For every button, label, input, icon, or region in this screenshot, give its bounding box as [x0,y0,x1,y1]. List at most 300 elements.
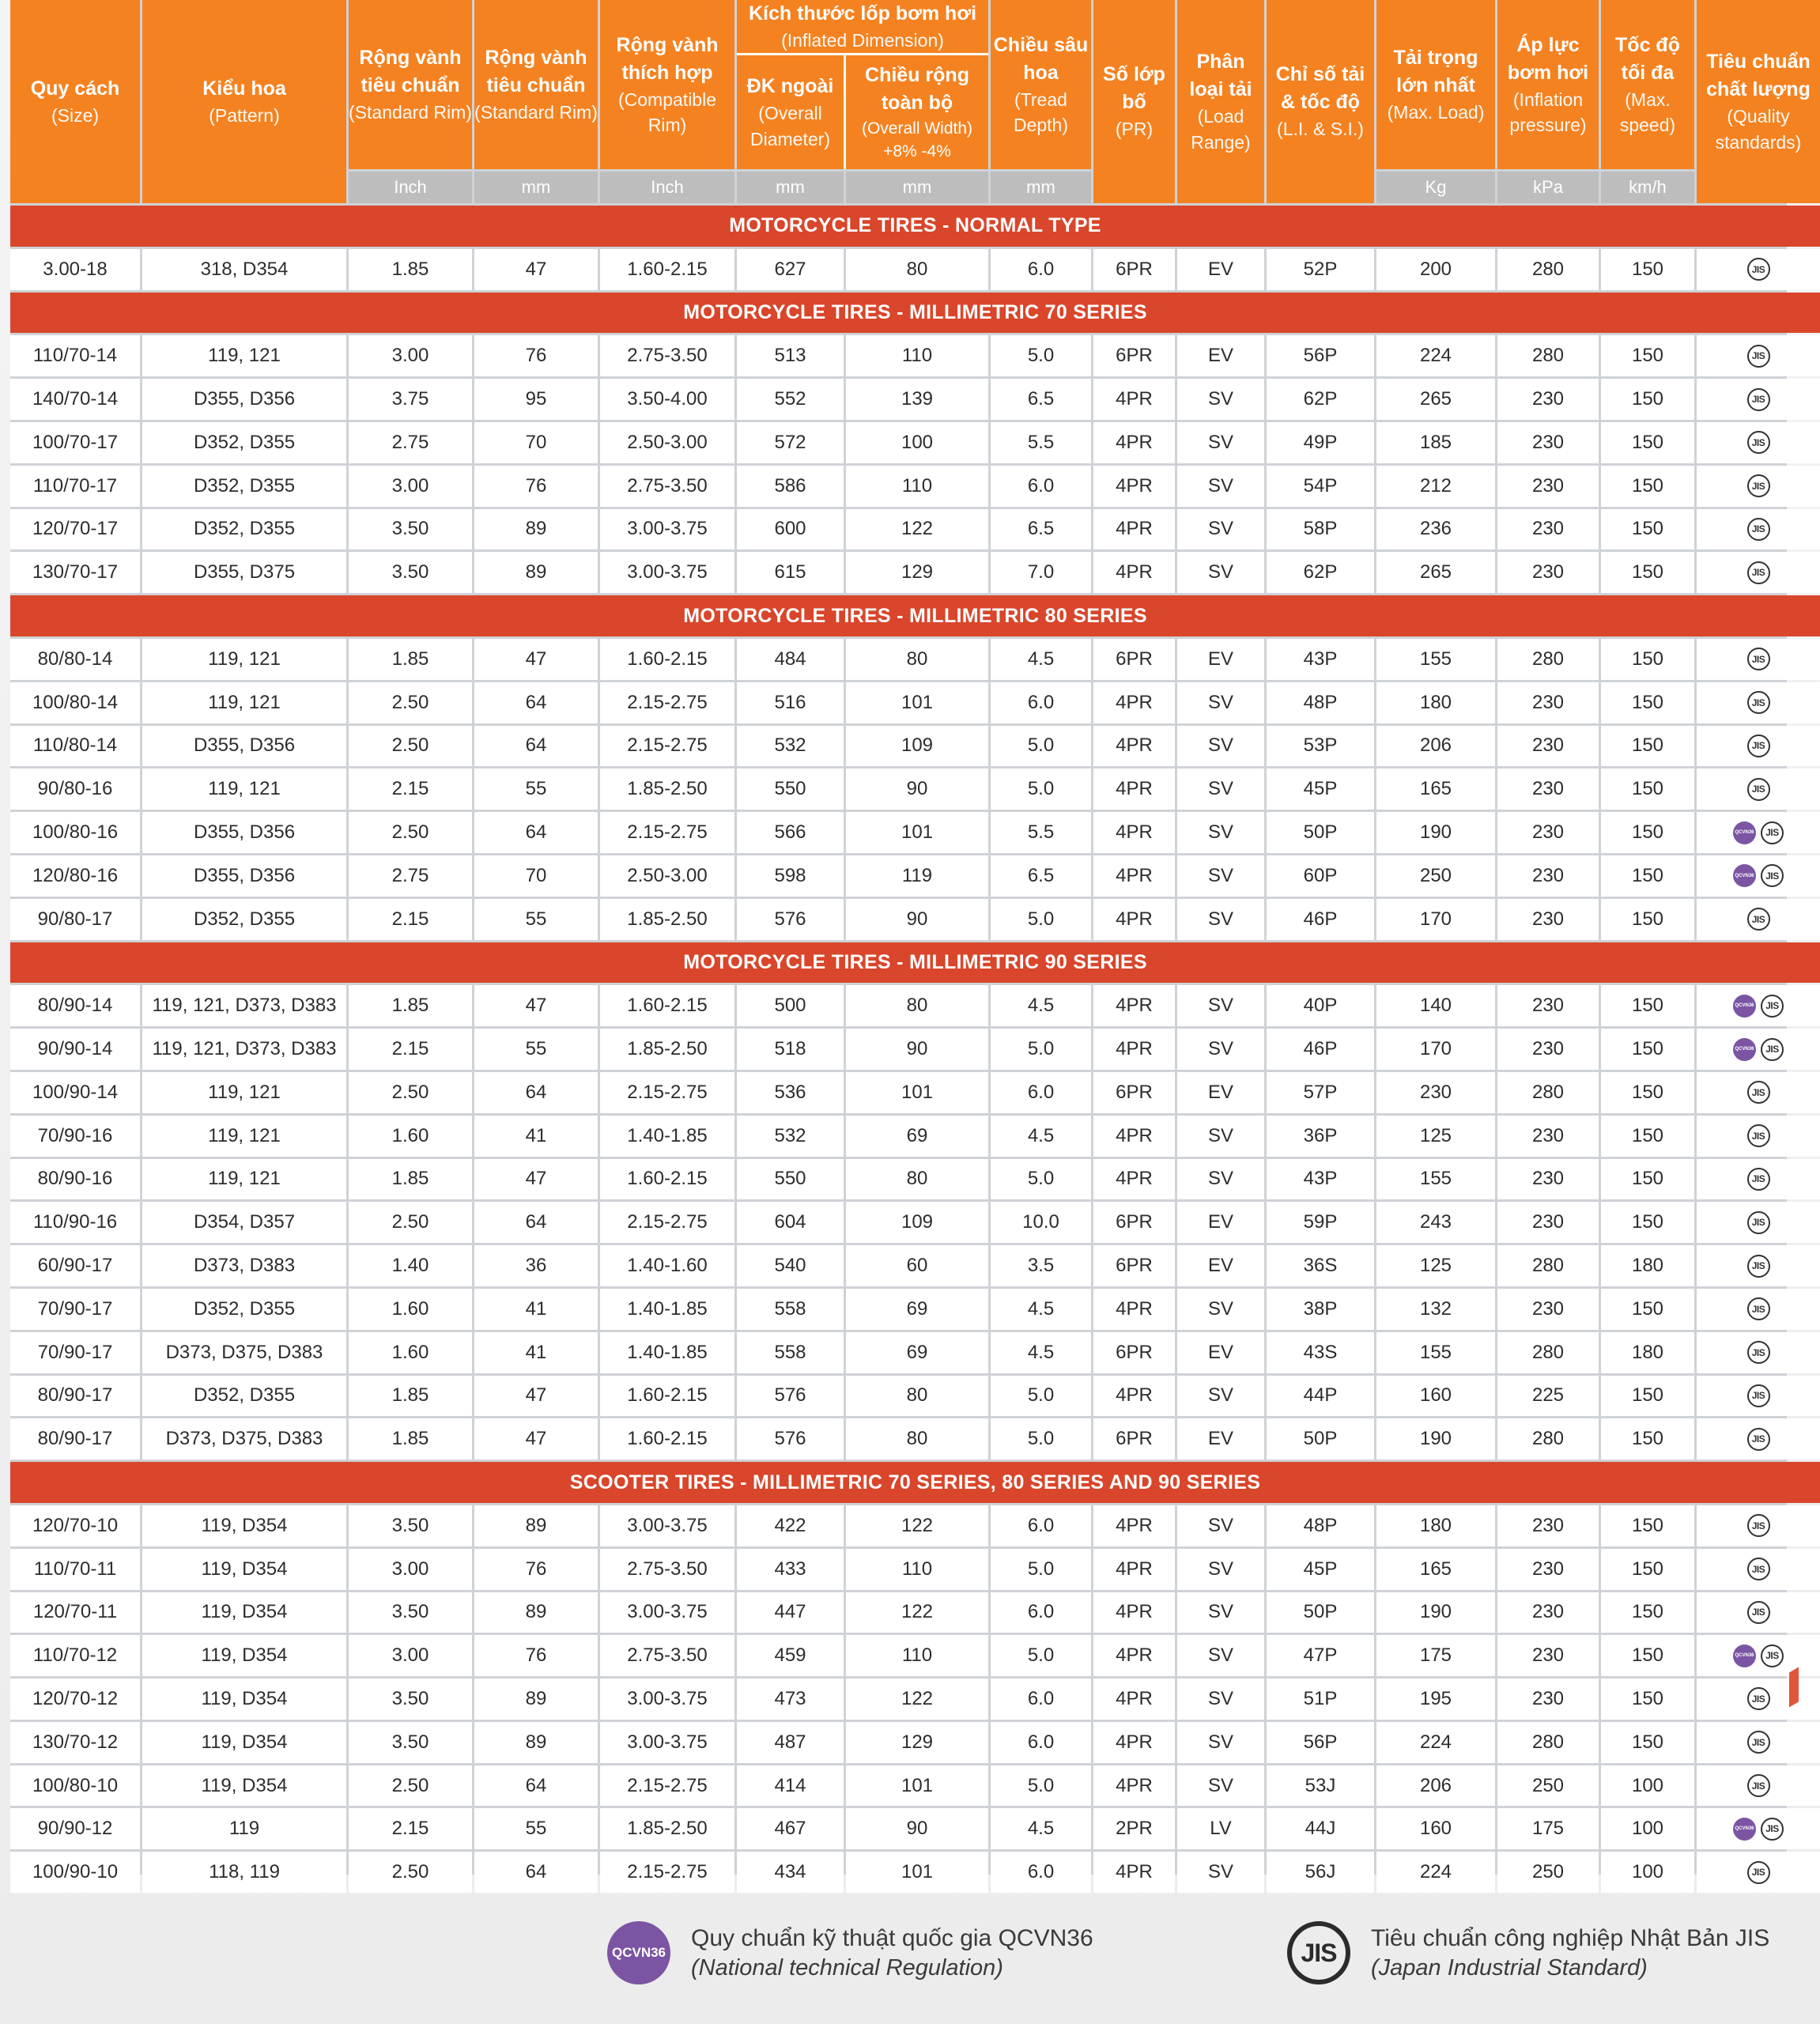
cell-overall-diameter: 558 [737,1332,844,1373]
cell-pattern: D373, D375, D383 [142,1332,346,1373]
jis-badge-icon: JIS [1747,1341,1770,1364]
cell-load-range: EV [1177,1418,1264,1459]
header-ply-rating-vi: Số lớp bố [1103,63,1165,114]
cell-quality-standard [1697,1418,1820,1459]
cell-max-speed: 180 [1601,1245,1694,1286]
cell-overall-diameter: 550 [737,1159,844,1200]
section-header: MOTORCYCLE TIRES - NORMAL TYPE [10,206,1820,247]
header-inflated-dimension [737,0,988,169]
cell-inflation-pressure: 175 [1497,1808,1599,1849]
cell-tread-depth: 6.5 [991,509,1091,550]
cell-pattern: 119, D354 [142,1765,346,1807]
cell-ply-rating: 4PR [1093,1159,1175,1200]
cell-max-load: 185 [1376,422,1495,463]
cell-overall-diameter: 467 [737,1808,844,1849]
cell-load-speed-index: 47P [1267,1635,1374,1676]
cell-inflation-pressure: 280 [1497,1072,1599,1113]
cell-pattern: D352, D355 [142,1376,346,1417]
cell-overall-diameter: 459 [737,1635,844,1676]
cell-compatible-rim: 1.85-2.50 [600,899,734,940]
jis-badge-icon: JIS [1747,388,1770,411]
header-overall-diameter [737,55,846,169]
header-inflated-en: (Inflated Dimension) [781,29,944,51]
cell-standard-rim-inch: 2.50 [349,812,472,853]
cell-overall-width: 129 [846,552,988,593]
cell-standard-rim-inch: 3.00 [349,466,472,507]
cell-inflation-pressure: 280 [1497,249,1599,290]
cell-quality-standard [1697,509,1820,550]
cell-tread-depth: 5.0 [991,768,1091,810]
cell-inflation-pressure: 230 [1497,422,1599,463]
cell-max-load: 125 [1376,1116,1495,1157]
cell-tread-depth: 10.0 [991,1202,1091,1243]
jis-badge-icon: JIS [1747,1731,1770,1754]
cell-pattern: D373, D375, D383 [142,1418,346,1459]
cell-load-range: SV [1177,379,1264,420]
cell-max-load: 224 [1376,335,1495,376]
jis-badge-icon: JIS [1747,648,1770,670]
cell-load-speed-index: 49P [1267,422,1374,463]
cell-overall-width: 110 [846,1635,988,1676]
header-compatible-rim-vi: Rộng vành thích hợp [616,33,719,84]
legend-jis-subtitle: (Japan Industrial Standard) [1371,1954,1648,1981]
cell-standard-rim-inch: 2.50 [349,1852,472,1893]
cell-standard-rim-inch: 3.00 [349,1635,472,1676]
cell-size: 110/70-14 [10,335,140,376]
cell-ply-rating: 4PR [1093,379,1175,420]
cell-inflation-pressure: 280 [1497,1722,1599,1763]
cell-max-speed: 150 [1601,899,1694,940]
legend [0,1921,1799,2000]
cell-ply-rating: 4PR [1093,1852,1175,1893]
cell-load-speed-index: 56P [1267,1722,1374,1763]
cell-ply-rating: 4PR [1093,1376,1175,1417]
cell-load-speed-index: 51P [1267,1678,1374,1720]
cell-ply-rating: 4PR [1093,1289,1175,1330]
cell-tread-depth: 7.0 [991,552,1091,593]
cell-inflation-pressure: 230 [1497,1635,1599,1676]
cell-overall-diameter: 484 [737,639,844,680]
cell-load-speed-index: 58P [1267,509,1374,550]
cell-ply-rating: 4PR [1093,552,1175,593]
header-overall-width [846,55,988,169]
cell-max-speed: 150 [1601,509,1694,550]
header-overall-diameter-en: (Overall Diameter) [750,103,830,149]
cell-max-speed: 150 [1601,855,1694,897]
cell-max-load: 165 [1376,768,1495,810]
cell-max-speed: 150 [1601,1592,1694,1633]
cell-max-load: 170 [1376,1029,1495,1070]
cell-quality-standard [1697,379,1820,420]
jis-badge-icon: JIS [1761,821,1784,844]
qcvn36-badge-icon: QCVN36 [1733,864,1756,887]
cell-standard-rim-mm: 41 [474,1116,598,1157]
cell-pattern: D355, D356 [142,812,346,853]
cell-compatible-rim: 1.60-2.15 [600,1159,734,1200]
cell-standard-rim-mm: 41 [474,1289,598,1330]
cell-overall-width: 101 [846,812,988,853]
cell-quality-standard [1697,552,1820,593]
cell-tread-depth: 6.0 [991,1852,1091,1893]
cell-max-load: 236 [1376,509,1495,550]
cell-max-speed: 150 [1601,1418,1694,1459]
cell-overall-diameter: 518 [737,1029,844,1070]
cell-standard-rim-inch: 1.85 [349,1159,472,1200]
header-standard-rim-mm [474,0,598,169]
cell-tread-depth: 5.0 [991,726,1091,767]
cell-max-speed: 150 [1601,985,1694,1026]
cell-load-speed-index: 57P [1267,1072,1374,1113]
jis-badge-icon: JIS [1747,474,1770,497]
cell-size: 110/70-17 [10,466,140,507]
header-pattern-en: (Pattern) [209,104,280,126]
cell-max-load: 140 [1376,985,1495,1026]
cell-compatible-rim: 1.40-1.85 [600,1116,734,1157]
unit-max-load: Kg [1376,172,1495,203]
cell-tread-depth: 6.0 [991,1505,1091,1546]
cell-size: 130/70-12 [10,1722,140,1763]
cell-tread-depth: 4.5 [991,1332,1091,1373]
cell-pattern: D355, D356 [142,726,346,767]
cell-compatible-rim: 3.50-4.00 [600,379,734,420]
jis-badge-icon: JIS [1747,1297,1770,1320]
cell-load-speed-index: 36P [1267,1116,1374,1157]
cell-ply-rating: 4PR [1093,1592,1175,1633]
cell-standard-rim-inch: 3.75 [349,379,472,420]
jis-badge-icon: JIS [1761,995,1784,1018]
header-max-load [1376,0,1495,169]
cell-size: 110/70-12 [10,1635,140,1676]
jis-badge-icon: JIS [1761,1038,1784,1061]
cell-ply-rating: 6PR [1093,1245,1175,1286]
cell-quality-standard [1697,1159,1820,1200]
cell-size: 100/80-14 [10,682,140,723]
cell-load-range: SV [1177,1722,1264,1763]
cell-overall-diameter: 422 [737,1505,844,1546]
unit-compatible-rim: Inch [600,172,734,203]
cell-ply-rating: 4PR [1093,1029,1175,1070]
cell-overall-width: 80 [846,1418,988,1459]
cell-inflation-pressure: 230 [1497,1202,1599,1243]
cell-quality-standard [1697,1332,1820,1373]
cell-standard-rim-mm: 70 [474,855,598,897]
cell-pattern: 119, 121 [142,1072,346,1113]
cell-compatible-rim: 3.00-3.75 [600,552,734,593]
jis-badge-icon: JIS [1747,1081,1770,1104]
cell-ply-rating: 4PR [1093,682,1175,723]
header-compatible-rim-en: (Compatible Rim) [618,89,716,135]
cell-size: 80/90-14 [10,985,140,1026]
cell-standard-rim-inch: 1.85 [349,985,472,1026]
jis-badge-icon: JIS [1747,1211,1770,1234]
header-load-speed-index-en: (L.I. & S.I.) [1277,119,1364,140]
cell-ply-rating: 6PR [1093,1418,1175,1459]
cell-quality-standard [1697,726,1820,767]
cell-size: 100/90-10 [10,1852,140,1893]
header-standard-rim-inch-en: (Standard Rim) [349,101,472,123]
header-size-en: (Size) [51,104,100,126]
cell-load-speed-index: 44J [1267,1808,1374,1849]
jis-badge-icon: JIS [1747,1255,1770,1278]
cell-max-speed: 100 [1601,1852,1694,1893]
cell-compatible-rim: 1.40-1.60 [600,1245,734,1286]
cell-compatible-rim: 2.50-3.00 [600,855,734,897]
cell-tread-depth: 4.5 [991,985,1091,1026]
cell-quality-standard [1697,1722,1820,1763]
header-standard-rim-mm-vi: Rộng vành tiêu chuẩn [485,46,587,96]
cell-load-speed-index: 44P [1267,1376,1374,1417]
cell-overall-diameter: 516 [737,682,844,723]
cell-compatible-rim: 1.85-2.50 [600,1808,734,1849]
cell-max-load: 212 [1376,466,1495,507]
cell-standard-rim-inch: 1.85 [349,1418,472,1459]
header-standard-rim-inch [349,0,472,169]
cell-size: 3.00-18 [10,249,140,290]
cell-load-range: EV [1177,1202,1264,1243]
cell-quality-standard [1697,1072,1820,1113]
cell-max-speed: 150 [1601,379,1694,420]
cell-size: 100/90-14 [10,1072,140,1113]
cell-ply-rating: 4PR [1093,1116,1175,1157]
cell-overall-diameter: 566 [737,812,844,853]
cell-max-load: 165 [1376,1549,1495,1590]
cell-quality-standard [1697,1635,1820,1676]
cell-standard-rim-mm: 89 [474,509,598,550]
cell-overall-width: 101 [846,1852,988,1893]
cell-standard-rim-mm: 89 [474,1592,598,1633]
cell-max-load: 180 [1376,682,1495,723]
header-tread-depth-en: (Tread Depth) [1013,89,1069,135]
cell-size: 90/80-17 [10,899,140,940]
cell-pattern: D373, D383 [142,1245,346,1286]
cell-inflation-pressure: 230 [1497,812,1599,853]
header-load-range [1177,0,1264,203]
tire-spec-table [10,0,1811,1883]
cell-load-speed-index: 36S [1267,1245,1374,1286]
cell-quality-standard [1697,639,1820,680]
cell-load-range: SV [1177,1116,1264,1157]
cell-inflation-pressure: 230 [1497,379,1599,420]
cell-size: 70/90-16 [10,1116,140,1157]
cell-pattern: 119, 121 [142,1116,346,1157]
header-load-range-en: (Load Range) [1191,106,1251,153]
cell-load-range: SV [1177,1549,1264,1590]
jis-badge-icon: JIS [1761,1818,1784,1841]
cell-max-load: 243 [1376,1202,1495,1243]
cell-standard-rim-inch: 3.50 [349,1505,472,1546]
cell-max-speed: 150 [1601,1029,1694,1070]
cell-load-range: SV [1177,466,1264,507]
cell-max-load: 155 [1376,1332,1495,1373]
cell-max-load: 160 [1376,1376,1495,1417]
cell-overall-width: 122 [846,1678,988,1720]
cell-ply-rating: 4PR [1093,422,1175,463]
cell-inflation-pressure: 250 [1497,1765,1599,1807]
cell-standard-rim-inch: 3.50 [349,1592,472,1633]
cell-compatible-rim: 2.15-2.75 [600,1202,734,1243]
cell-standard-rim-inch: 2.75 [349,422,472,463]
cell-overall-width: 110 [846,1549,988,1590]
cell-load-speed-index: 45P [1267,1549,1374,1590]
legend-qcvn-subtitle: (National technical Regulation) [691,1954,1003,1981]
cell-load-range: SV [1177,1592,1264,1633]
cell-overall-diameter: 473 [737,1678,844,1720]
cell-inflation-pressure: 280 [1497,639,1599,680]
cell-load-speed-index: 40P [1267,985,1374,1026]
cell-quality-standard [1697,1505,1820,1546]
cell-standard-rim-mm: 64 [474,812,598,853]
cell-size: 120/70-12 [10,1678,140,1720]
cell-compatible-rim: 1.40-1.85 [600,1289,734,1330]
cell-tread-depth: 6.0 [991,249,1091,290]
cell-load-range: SV [1177,1678,1264,1720]
cell-tread-depth: 6.0 [991,1592,1091,1633]
cell-standard-rim-mm: 64 [474,1202,598,1243]
cell-ply-rating: 4PR [1093,466,1175,507]
cell-size: 80/90-17 [10,1418,140,1459]
cell-overall-diameter: 487 [737,1722,844,1763]
cell-tread-depth: 6.0 [991,1072,1091,1113]
cell-compatible-rim: 2.75-3.50 [600,1549,734,1590]
cell-max-speed: 150 [1601,1116,1694,1157]
cell-compatible-rim: 1.60-2.15 [600,639,734,680]
cell-inflation-pressure: 280 [1497,1332,1599,1373]
cell-overall-width: 80 [846,639,988,680]
header-max-speed-vi: Tốc độ tối đa [1615,33,1680,84]
jis-badge-icon: JIS [1747,1384,1770,1407]
cell-ply-rating: 6PR [1093,1202,1175,1243]
cell-overall-diameter: 586 [737,466,844,507]
cell-overall-diameter: 572 [737,422,844,463]
cell-overall-width: 122 [846,1592,988,1633]
cell-load-range: SV [1177,985,1264,1026]
cell-compatible-rim: 1.60-2.15 [600,249,734,290]
header-load-speed-index [1267,0,1374,203]
cell-standard-rim-mm: 47 [474,1376,598,1417]
cell-overall-width: 129 [846,1722,988,1763]
cell-tread-depth: 6.0 [991,1722,1091,1763]
cell-max-load: 200 [1376,249,1495,290]
cell-inflation-pressure: 280 [1497,1418,1599,1459]
cell-load-range: SV [1177,552,1264,593]
cell-max-load: 175 [1376,1635,1495,1676]
cell-quality-standard [1697,768,1820,810]
cell-standard-rim-inch: 3.00 [349,1549,472,1590]
header-inflation-pressure-en: (Inflation pressure) [1509,89,1587,135]
cell-overall-diameter: 615 [737,552,844,593]
cell-load-range: SV [1177,1376,1264,1417]
jis-badge-icon: JIS [1287,1921,1350,1984]
cell-inflation-pressure: 230 [1497,466,1599,507]
cell-size: 70/90-17 [10,1332,140,1373]
cell-size: 100/80-16 [10,812,140,853]
cell-max-speed: 150 [1601,682,1694,723]
cell-inflation-pressure: 230 [1497,1289,1599,1330]
legend-jis [1287,1921,1769,1984]
header-inflation-pressure [1497,0,1599,169]
cell-overall-width: 60 [846,1245,988,1286]
header-max-speed [1601,0,1694,169]
cell-inflation-pressure: 230 [1497,682,1599,723]
cell-overall-diameter: 627 [737,249,844,290]
cell-pattern: 119, D354 [142,1635,346,1676]
cell-tread-depth: 5.5 [991,422,1091,463]
cell-ply-rating: 2PR [1093,1808,1175,1849]
cell-standard-rim-inch: 1.85 [349,1376,472,1417]
cell-standard-rim-mm: 64 [474,1765,598,1807]
cell-tread-depth: 6.0 [991,1678,1091,1720]
cell-tread-depth: 4.5 [991,1289,1091,1330]
cell-max-load: 230 [1376,1072,1495,1113]
header-load-speed-index-vi: Chỉ số tải & tốc độ [1275,63,1365,114]
cell-compatible-rim: 3.00-3.75 [600,509,734,550]
cell-tread-depth: 5.0 [991,1549,1091,1590]
cell-max-load: 265 [1376,552,1495,593]
jis-badge-icon: JIS [1747,1601,1770,1624]
cell-overall-width: 80 [846,1376,988,1417]
cell-tread-depth: 5.0 [991,899,1091,940]
cell-max-speed: 150 [1601,768,1694,810]
cell-overall-width: 90 [846,899,988,940]
cell-max-speed: 150 [1601,1072,1694,1113]
cell-size: 90/90-14 [10,1029,140,1070]
cell-quality-standard [1697,1245,1820,1286]
cell-quality-standard [1697,1852,1820,1893]
cell-load-speed-index: 62P [1267,379,1374,420]
cell-max-speed: 150 [1601,639,1694,680]
cell-pattern: D352, D355 [142,899,346,940]
cell-compatible-rim: 2.15-2.75 [600,1072,734,1113]
cell-quality-standard [1697,1116,1820,1157]
cell-overall-width: 122 [846,509,988,550]
header-pattern-vi: Kiểu hoa [202,77,286,100]
cell-overall-diameter: 598 [737,855,844,897]
cell-size: 100/80-10 [10,1765,140,1807]
header-size-vi: Quy cách [30,77,120,100]
cell-load-speed-index: 43P [1267,1159,1374,1200]
cell-pattern: D355, D375 [142,552,346,593]
cell-compatible-rim: 2.15-2.75 [600,1765,734,1807]
cell-quality-standard [1697,899,1820,940]
cell-tread-depth: 5.0 [991,1765,1091,1807]
cell-overall-width: 69 [846,1116,988,1157]
cell-overall-diameter: 576 [737,1376,844,1417]
cell-load-range: SV [1177,1635,1264,1676]
cell-standard-rim-mm: 89 [474,1505,598,1546]
cell-standard-rim-inch: 2.15 [349,899,472,940]
cell-standard-rim-mm: 47 [474,249,598,290]
cell-tread-depth: 6.0 [991,466,1091,507]
cell-max-load: 190 [1376,812,1495,853]
cell-quality-standard [1697,422,1820,463]
cell-load-range: LV [1177,1808,1264,1849]
cell-compatible-rim: 1.60-2.15 [600,1376,734,1417]
header-overall-width-vi: Chiều rộng toàn bộ [865,63,969,114]
cell-inflation-pressure: 230 [1497,1116,1599,1157]
cell-ply-rating: 4PR [1093,1549,1175,1590]
cell-standard-rim-mm: 47 [474,639,598,680]
cell-quality-standard [1697,335,1820,376]
cell-size: 70/90-17 [10,1289,140,1330]
cell-compatible-rim: 1.60-2.15 [600,1418,734,1459]
cell-load-speed-index: 43S [1267,1332,1374,1373]
cell-pattern: D355, D356 [142,379,346,420]
cell-overall-diameter: 532 [737,726,844,767]
header-load-range-vi: Phân loại tải [1189,51,1252,101]
cell-inflation-pressure: 230 [1497,509,1599,550]
cell-overall-diameter: 500 [737,985,844,1026]
cell-overall-width: 90 [846,1029,988,1070]
